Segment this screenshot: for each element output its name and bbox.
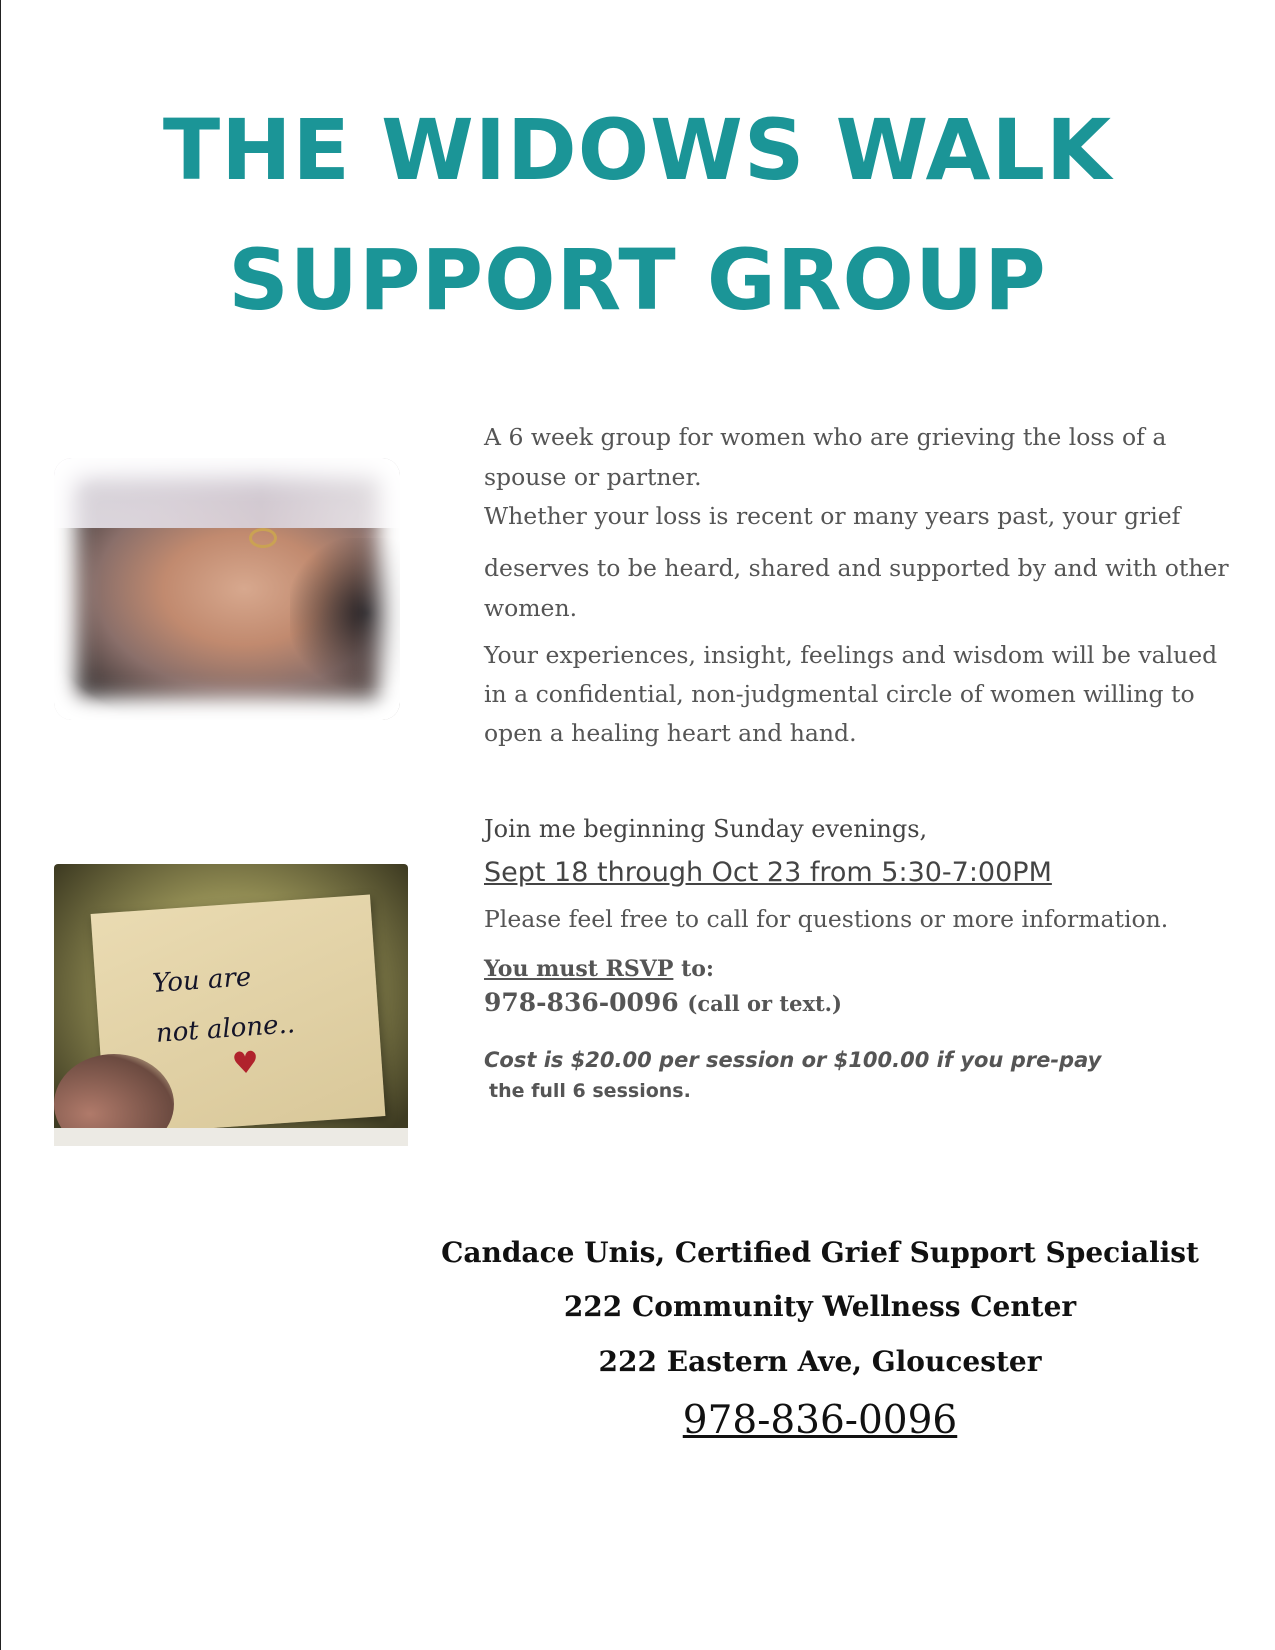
note-line-2: not alone.. <box>154 1009 296 1049</box>
contact-center: 222 Community Wellness Center <box>563 1290 1077 1323</box>
contact-name: Candace Unis, Certified Grief Support Specialist <box>441 1236 1199 1269</box>
rsvp-to: to: <box>681 956 715 982</box>
join-text: Join me beginning Sunday evenings, <box>484 815 928 843</box>
cost-line-2: the full 6 sessions. <box>489 1080 691 1102</box>
holding-hands-photo <box>54 458 400 720</box>
cost-line-1: Cost is $20.00 per session or $100.00 if you pre-pay <box>484 1048 1102 1072</box>
title-line-1: THE WIDOWS WALK <box>162 101 1113 199</box>
note-handwriting <box>151 945 357 1059</box>
call-info-text: Please feel free to call for questions or more information. <box>484 905 1169 933</box>
session-dates: Sept 18 through Oct 23 from 5:30-7:00PM <box>484 857 1052 888</box>
note-line-1: You are <box>151 962 253 999</box>
description-paragraph-1: A 6 week group for women who are grieving the loss of a spouse or partner. <box>484 423 1167 491</box>
rsvp-phone-line <box>484 988 842 1017</box>
description-paragraph-2-line-2: deserves to be heard, shared and supported by and with other women. <box>484 554 1229 622</box>
heart-icon: ♥ <box>230 1045 261 1082</box>
note-card-photo <box>54 864 408 1146</box>
description-paragraph-2-line-1: Whether your loss is recent or many years past, your grief <box>484 502 1181 530</box>
rsvp-label: You must RSVP <box>484 956 674 982</box>
rsvp-phone-note: (call or text.) <box>687 991 842 1016</box>
rsvp-line <box>484 956 714 982</box>
photo-vignette <box>54 458 400 720</box>
contact-address: 222 Eastern Ave, Gloucester <box>598 1345 1042 1378</box>
description-paragraph-3: Your experiences, insight, feelings and wisdom will be valued in a confidential, non-judgmental circle of women willing to open a healing heart and hand. <box>484 641 1218 747</box>
rsvp-phone[interactable]: 978-836-0096 <box>484 988 679 1017</box>
contact-phone[interactable]: 978-836-0096 <box>682 1398 958 1443</box>
photo-caption-strip <box>54 1128 408 1146</box>
title-line-2: SUPPORT GROUP <box>228 231 1047 329</box>
